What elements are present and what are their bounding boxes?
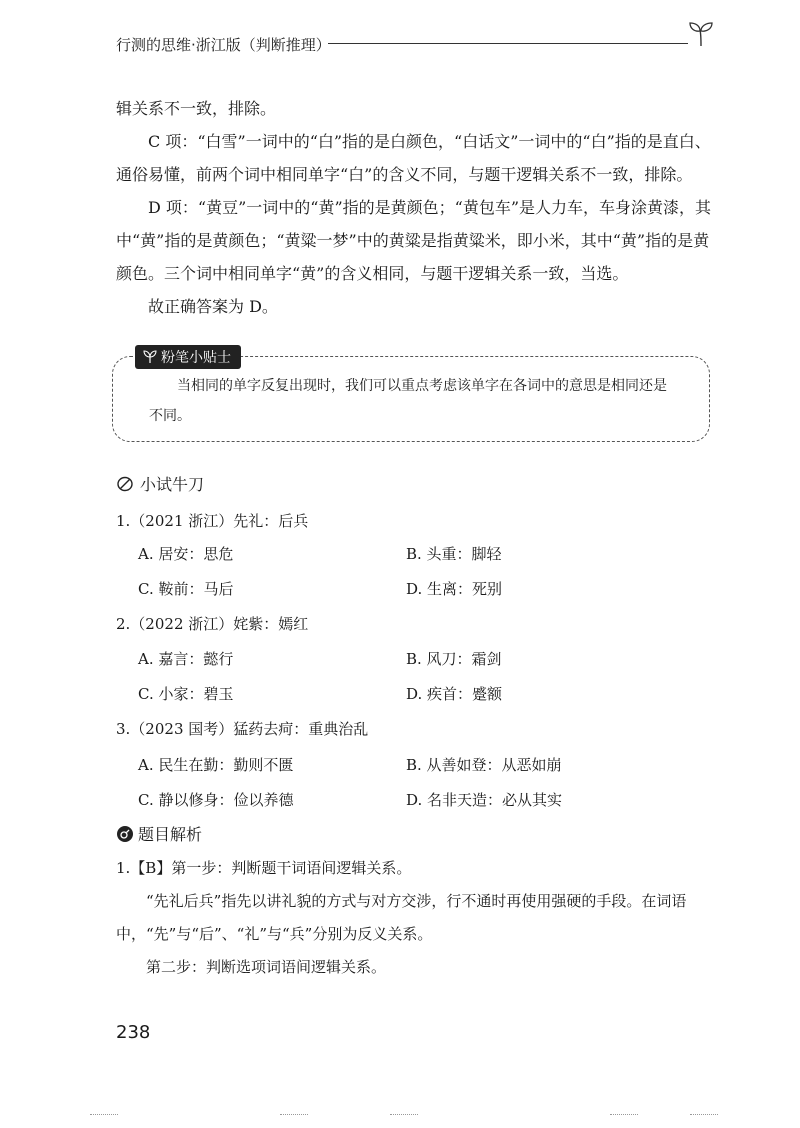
scan-marks <box>90 1114 720 1120</box>
paragraph: 故正确答案为 D。 <box>148 297 278 316</box>
analysis-heading-text: 题目解析 <box>138 825 203 844</box>
pencil-icon <box>116 475 136 493</box>
paragraph: D 项：“黄豆”一词中的“黄”指的是黄颜色；“黄包车”是人力车，车身涂黄漆，其中“黄”指的是黄颜色；“黄粱一梦”中的黄粱是指黄粱米，即小米，其中“黄”指的是黄颜色。三个词中相同单字“黄”的含义相同，与题干逻辑关系一致，当选。 <box>116 198 711 283</box>
option: A. 民生在勤：勤则不匮 <box>138 756 294 774</box>
analysis-line: 1.【B】第一步：判断题干词语间逻辑关系。 <box>116 859 412 877</box>
practice-heading <box>116 472 204 495</box>
question-stem: 2.（2022 浙江）姹紫：嫣红 <box>116 615 309 633</box>
running-header <box>116 32 716 62</box>
analysis-badge-icon <box>116 825 134 843</box>
tip-text: 当相同的单字反复出现时，我们可以重点考虑该单字在各词中的意思是相同还是不同。 <box>149 378 667 424</box>
option: B. 风刀：霜剑 <box>406 650 502 668</box>
header-title: 行测的思维·浙江版（判断推理） <box>116 36 331 54</box>
leaf-icon <box>143 350 157 364</box>
option: C. 静以修身：俭以养德 <box>138 791 294 809</box>
question-stem: 3.（2023 国考）猛药去疴：重典治乱 <box>116 720 369 738</box>
option: D. 疾首：蹙额 <box>406 685 503 703</box>
tip-box <box>112 350 710 442</box>
paragraph: 辑关系不一致，排除。 <box>116 99 277 118</box>
analysis-heading <box>116 822 202 845</box>
option: D. 生离：死别 <box>406 580 503 598</box>
question-stem: 1.（2021 浙江）先礼：后兵 <box>116 512 309 530</box>
page-number: 238 <box>116 1022 151 1043</box>
option: C. 小家：碧玉 <box>138 685 234 703</box>
option: B. 头重：脚轻 <box>406 545 502 563</box>
analysis-line: 第二步：判断选项词语间逻辑关系。 <box>146 958 387 976</box>
header-rule <box>328 43 688 44</box>
option: A. 居安：思危 <box>138 545 234 563</box>
option-analysis-text <box>116 92 716 323</box>
sprout-icon <box>686 18 716 48</box>
paragraph: C 项：“白雪”一词中的“白”指的是白颜色，“白话文”一词中的“白”指的是直白、通俗易懂，前两个词中相同单字“白”的含义不同，与题干逻辑关系不一致，排除。 <box>116 132 711 184</box>
practice-heading-text: 小试牛刀 <box>140 475 205 494</box>
option: A. 嘉言：懿行 <box>138 650 234 668</box>
tip-tag-label: 粉笔小贴士 <box>161 350 231 366</box>
option: B. 从善如登：从恶如崩 <box>406 756 562 774</box>
tip-tag <box>135 345 241 369</box>
option: C. 鞍前：马后 <box>138 580 234 598</box>
analysis-text <box>116 852 716 984</box>
analysis-line: “先礼后兵”指先以讲礼貌的方式与对方交涉，行不通时再使用强硬的手段。在词语中，“先”与“后”、“礼”与“兵”分别为反义关系。 <box>116 892 687 943</box>
option: D. 名非天造：必从其实 <box>406 791 563 809</box>
